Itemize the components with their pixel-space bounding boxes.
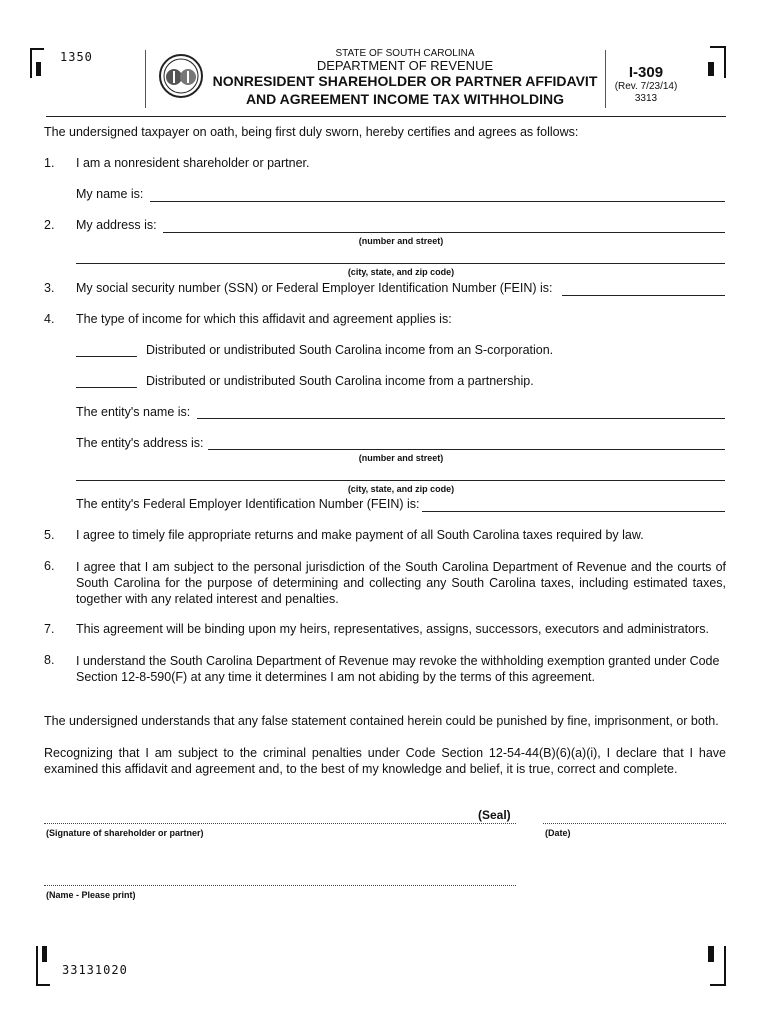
- address-street-field[interactable]: [163, 232, 725, 233]
- department-name: DEPARTMENT OF REVENUE: [316, 58, 494, 73]
- seal-label: (Seal): [478, 808, 511, 822]
- form-code-bottom: 33131020: [62, 963, 128, 977]
- form-number: I-309: [628, 64, 664, 81]
- corner-mark-top-left: [30, 48, 44, 50]
- item-7-text: This agreement will be binding upon my heirs, representatives, assigns, successors, executors and administrators.: [76, 622, 709, 636]
- item-number: 5.: [44, 528, 55, 542]
- state-seal-icon: [158, 53, 204, 99]
- corner-mark-bottom-left: [36, 984, 50, 986]
- ssn-fein-field[interactable]: [562, 295, 725, 296]
- state-name: STATE OF SOUTH CAROLINA: [335, 48, 475, 59]
- divider: [145, 50, 146, 108]
- item-1-text: I am a nonresident shareholder or partner.: [76, 156, 310, 170]
- registration-mark: [708, 946, 714, 962]
- registration-mark: [708, 62, 714, 76]
- corner-mark-bottom-right: [710, 984, 726, 986]
- city-state-zip-caption: (city, state, and zip code): [347, 484, 455, 494]
- number-street-caption: (number and street): [358, 236, 444, 246]
- item-number: 7.: [44, 622, 55, 636]
- entity-fein-label: The entity's Federal Employer Identification Number (FEIN) is:: [76, 497, 420, 511]
- s-corp-checkbox-line[interactable]: [76, 356, 137, 357]
- item-number: 6.: [44, 559, 55, 573]
- name-label: My name is:: [76, 187, 144, 201]
- name-field[interactable]: [150, 201, 725, 202]
- date-caption: (Date): [545, 828, 571, 838]
- s-corp-option: Distributed or undistributed South Carolina income from an S-corporation.: [146, 343, 554, 357]
- printed-name-field[interactable]: [44, 885, 516, 886]
- declaration-text: Recognizing that I am subject to the criminal penalties under Code Section 12-54-44(B)(6)(a)(i), I declare that I have examined this affidavit and agreement and, to the best of my knowledge and belief, it is true, correct and complete.: [44, 746, 726, 776]
- form-title-line1: NONRESIDENT SHAREHOLDER OR PARTNER AFFIDAVIT: [212, 73, 598, 89]
- form-code-top: 1350: [60, 50, 93, 64]
- signature-field[interactable]: [44, 823, 516, 824]
- corner-mark-top-right: [710, 46, 726, 48]
- city-state-zip-caption: (city, state, and zip code): [347, 267, 455, 277]
- item-number: 1.: [44, 156, 55, 170]
- entity-address-city-field[interactable]: [76, 480, 725, 481]
- item-6-text: I agree that I am subject to the personal jurisdiction of the South Carolina Department of Revenue and the courts of South Carolina for the purpose of determining and collecting any South Carolina taxes, including estimated taxes, together with any related interest and penalties.: [76, 560, 726, 606]
- form-title-line2: AND AGREEMENT INCOME TAX WITHHOLDING: [245, 91, 565, 107]
- corner-mark-top-left: [30, 48, 32, 78]
- form-code: 3313: [634, 93, 658, 104]
- printed-name-caption: (Name - Please print): [46, 890, 136, 900]
- item-5-text: I agree to timely file appropriate returns and make payment of all South Carolina taxes required by law.: [76, 528, 644, 542]
- intro-text: The undersigned taxpayer on oath, being first duly sworn, hereby certifies and agrees as follows:: [44, 125, 579, 139]
- entity-fein-field[interactable]: [422, 511, 725, 512]
- partnership-option: Distributed or undistributed South Carolina income from a partnership.: [146, 374, 534, 388]
- entity-address-label: The entity's address is:: [76, 436, 204, 450]
- corner-mark-top-right: [724, 46, 726, 78]
- registration-mark: [36, 62, 41, 76]
- signature-caption: (Signature of shareholder or partner): [46, 828, 204, 838]
- date-field[interactable]: [543, 823, 726, 824]
- item-number: 4.: [44, 312, 55, 326]
- corner-mark-bottom-right: [724, 946, 726, 986]
- item-number: 8.: [44, 653, 55, 667]
- corner-mark-bottom-left: [36, 946, 38, 986]
- item-8-text: I understand the South Carolina Department of Revenue may revoke the withholding exemption granted under Code Section 12-8-590(F) at any time it determines I am not abiding by the terms of this agreement.: [76, 654, 720, 684]
- number-street-caption: (number and street): [358, 453, 444, 463]
- entity-address-street-field[interactable]: [208, 449, 725, 450]
- entity-name-field[interactable]: [197, 418, 725, 419]
- false-statement-notice: The undersigned understands that any false statement contained herein could be punished by fine, imprisonment, or both.: [44, 714, 719, 728]
- item-number: 2.: [44, 218, 55, 232]
- revision-date: (Rev. 7/23/14): [614, 81, 678, 92]
- item-4-text: The type of income for which this affidavit and agreement applies is:: [76, 312, 452, 326]
- partnership-checkbox-line[interactable]: [76, 387, 137, 388]
- entity-name-label: The entity's name is:: [76, 405, 191, 419]
- address-label: My address is:: [76, 218, 157, 232]
- item-number: 3.: [44, 281, 55, 295]
- address-city-field[interactable]: [76, 263, 725, 264]
- header-rule: [46, 116, 726, 117]
- item-3-text: My social security number (SSN) or Federal Employer Identification Number (FEIN) is:: [76, 281, 553, 295]
- registration-mark: [42, 946, 47, 962]
